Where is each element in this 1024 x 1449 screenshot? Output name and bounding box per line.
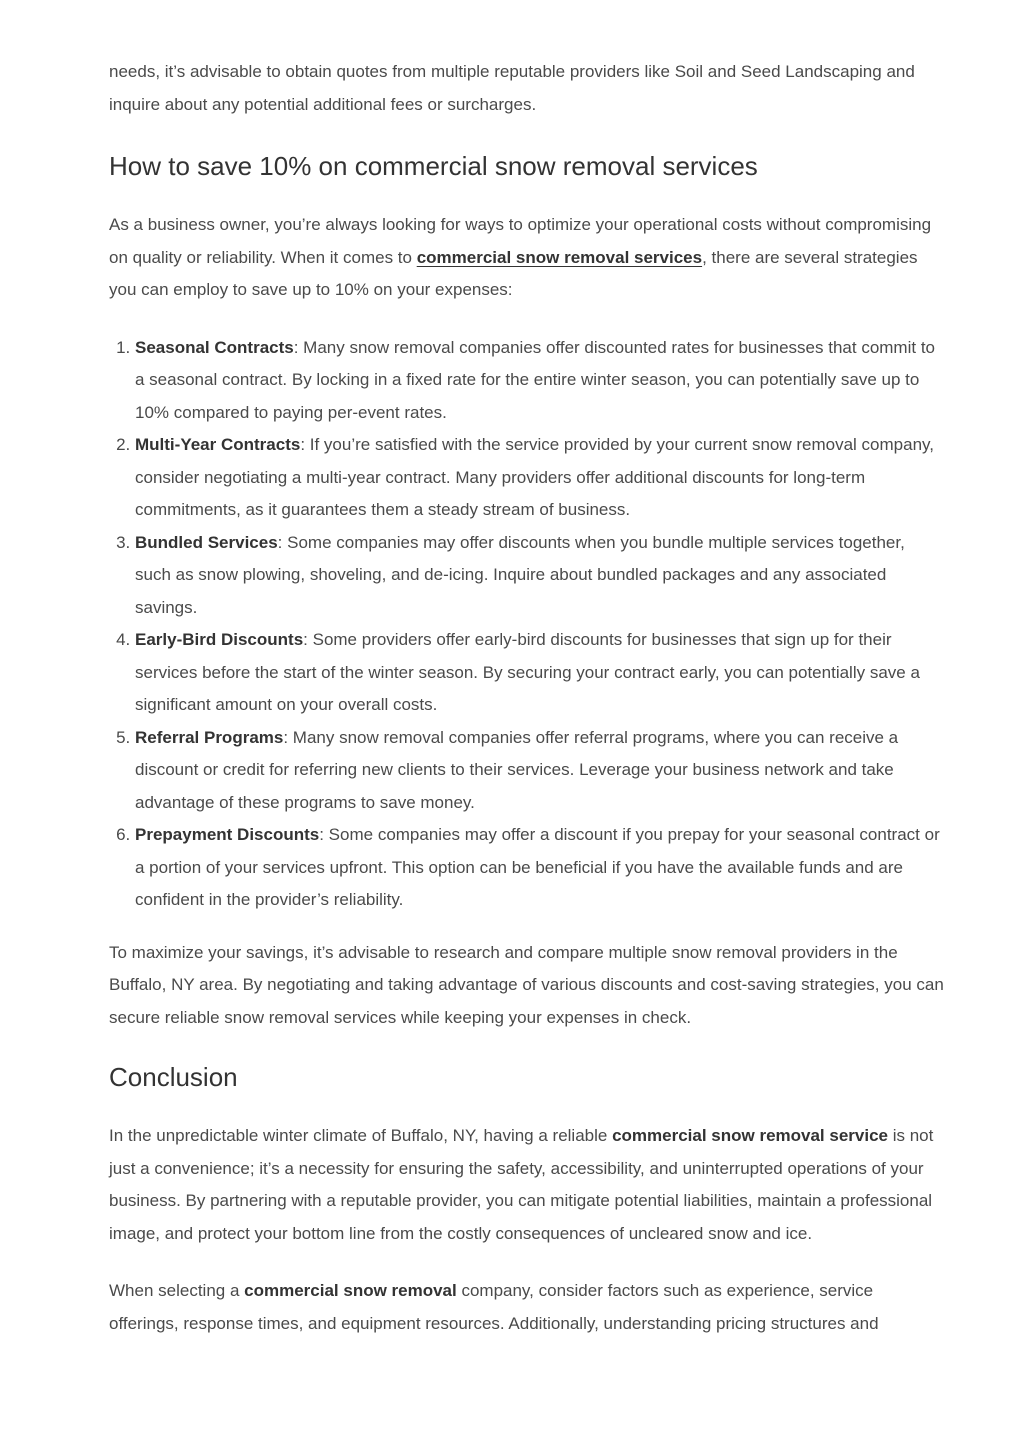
conclusion-p1-before: In the unpredictable winter climate of Buffalo, NY, having a reliable <box>109 1126 613 1145</box>
save-section-heading: How to save 10% on commercial snow removal services <box>109 151 758 181</box>
strategy-title: Early-Bird Discounts <box>135 630 304 649</box>
save-intro-text-before: As a business owner, you’re always looking for ways to optimize your operational costs without compromising on quality or reliability. When it comes to <box>109 215 932 267</box>
strategy-text: : Some companies may offer discounts when you bundle multiple services together, such as snow plowing, shoveling, and de-icing. Inquire about bundled packages and any associated savings. <box>135 532 905 617</box>
strategy-text: : Many snow removal companies offer discounted rates for businesses that commit to a seasonal contract. By locking in a fixed rate for the entire winter season, you can potentially save up to 10% compared to paying per-event rates. <box>135 337 935 422</box>
conclusion-paragraph-1 <box>109 1120 944 1250</box>
save-intro-text-after: , there are several strategies you can employ to save up to 10% on your expenses: <box>109 247 918 299</box>
strategy-text: : Some providers offer early-bird discounts for businesses that sign up for their services before the start of the winter season. By securing your contract early, you can potentially save a significant amount on your overall costs. <box>135 630 920 714</box>
list-item <box>135 527 944 625</box>
maximize-savings-paragraph: To maximize your savings, it’s advisable to research and compare multiple snow removal providers in the Buffalo, NY area. By negotiating and taking advantage of various discounts and cost-saving strategies, you can secure reliable snow removal services while keeping your expenses in check. <box>109 942 944 1027</box>
list-item <box>135 819 944 917</box>
conclusion-p2-after: company, consider factors such as experience, service offerings, response times, and equipment resources. Additionally, understanding pricing structures and <box>109 1281 879 1333</box>
conclusion-heading: Conclusion <box>109 1062 238 1092</box>
strategy-title: Bundled Services <box>135 532 278 552</box>
save-section-intro <box>109 209 944 307</box>
strategy-title: Referral Programs <box>135 727 284 747</box>
list-item <box>135 429 944 527</box>
article-content <box>109 56 944 1340</box>
intro-paragraph: needs, it’s advisable to obtain quotes from multiple reputable providers like Soil and Seed Landscaping and inquire about any potential additional fees or surcharges. <box>109 62 915 114</box>
conclusion-p1-after: is not just a convenience; it’s a necessity for ensuring the safety, accessibility, and uninterrupted operations of your business. By partnering with a reputable provider, you can mitigate potential liabilities, maintain a professional image, and protect your bottom line from the costly consequences of uncleared snow and ice. <box>109 1126 934 1243</box>
strategy-text: : Some companies may offer a discount if you prepay for your seasonal contract or a portion of your services upfront. This option can be beneficial if you have the available funds and are confident in the provider’s reliability. <box>135 825 940 909</box>
commercial-snow-removal-services-link[interactable]: commercial snow removal services <box>416 247 703 267</box>
conclusion-p1-bold: commercial snow removal service <box>612 1126 888 1145</box>
strategy-title: Multi-Year Contracts <box>135 435 301 454</box>
list-item <box>135 624 944 722</box>
list-item <box>135 722 944 820</box>
strategy-title: Prepayment Discounts <box>135 825 320 844</box>
strategies-list <box>109 332 944 917</box>
strategy-text: : If you’re satisfied with the service provided by your current snow removal company, consider negotiating a multi-year contract. Many providers offer additional discounts for long-term commitments, as it guarantees them a steady stream of business. <box>135 435 934 519</box>
conclusion-p2-before: When selecting a <box>109 1281 245 1300</box>
list-item <box>135 332 944 430</box>
strategy-text: : Many snow removal companies offer referral programs, where you can receive a discount or credit for referring new clients to their services. Leverage your business network and take advantage of these programs to save money. <box>135 727 899 812</box>
conclusion-p2-bold: commercial snow removal <box>244 1281 457 1300</box>
conclusion-paragraph-2 <box>109 1275 944 1340</box>
strategy-title: Seasonal Contracts <box>135 337 294 357</box>
